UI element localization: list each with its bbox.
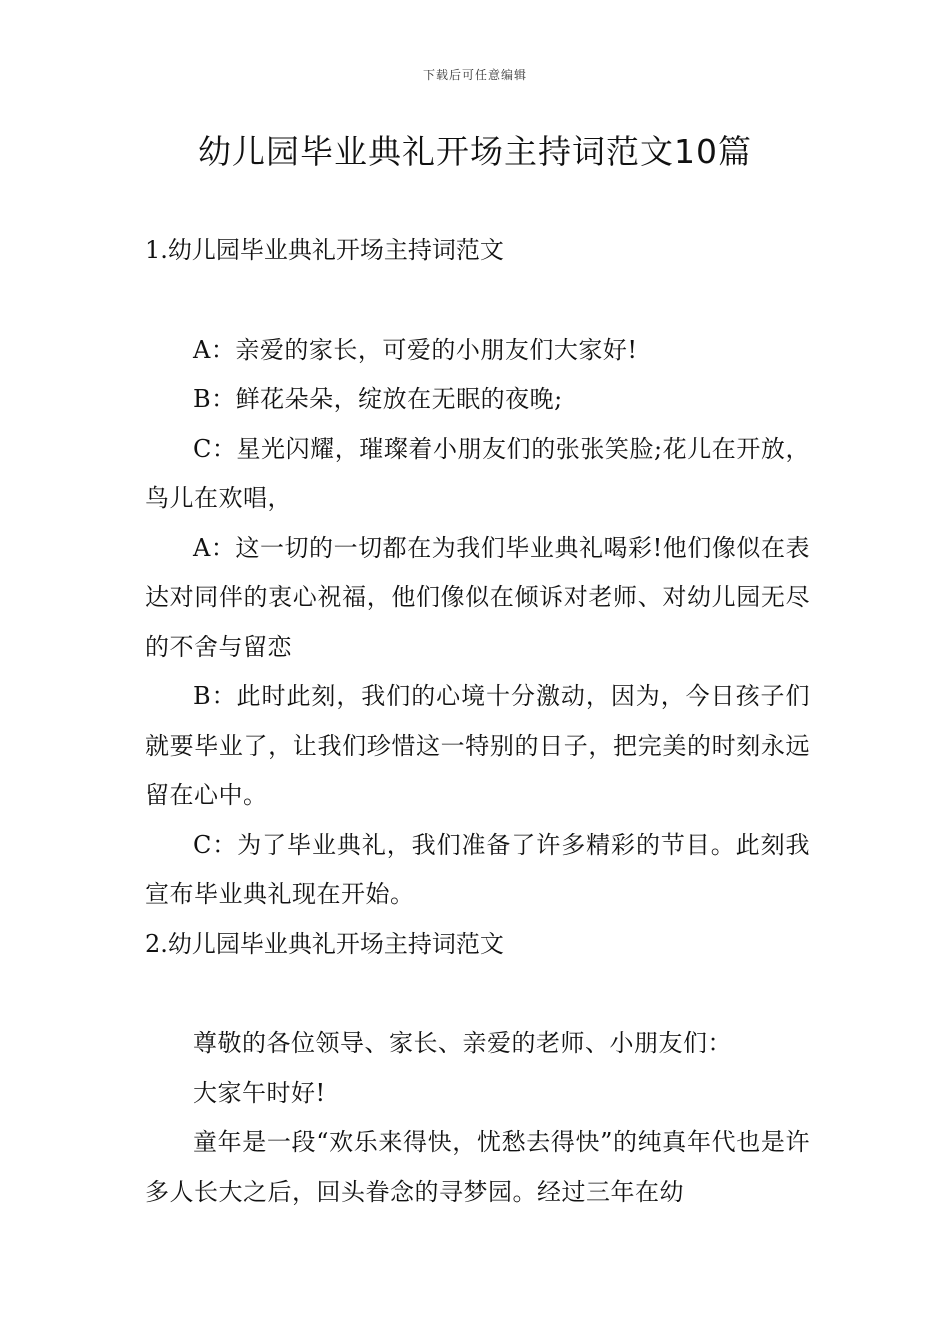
paragraph: A：这一切的一切都在为我们毕业典礼喝彩!他们像似在表达对同伴的衷心祝福，他们像似在倾诉对老师、对幼儿园无尽的不舍与留恋 bbox=[145, 533, 810, 661]
paragraph: B：此时此刻，我们的心境十分激动，因为，今日孩子们就要毕业了，让我们珍惜这一特别的日子，把完美的时刻永远留在心中。 bbox=[145, 682, 810, 809]
paragraph: C：为了毕业典礼，我们准备了许多精彩的节目。此刻我宣布毕业典礼现在开始。 bbox=[145, 830, 810, 908]
section-heading: 2.幼儿园毕业典礼开场主持词范文 bbox=[145, 929, 504, 958]
blank-line bbox=[145, 969, 810, 1019]
section-heading: 1.幼儿园毕业典礼开场主持词范文 bbox=[145, 236, 504, 264]
paragraph: C：星光闪耀，璀璨着小朋友们的张张笑脸;花儿在开放，鸟儿在欢唱， bbox=[145, 434, 810, 512]
header-note: 下载后可任意编辑 bbox=[422, 68, 527, 82]
paragraph: B：鲜花朵朵，绽放在无眠的夜晚; bbox=[193, 385, 563, 413]
document-body bbox=[145, 226, 810, 1217]
blank-line bbox=[145, 276, 810, 326]
paragraph: 童年是一段“欢乐来得快，忧愁去得快”的纯真年代也是许多人长大之后，回头眷念的寻梦园。经过三年在幼 bbox=[145, 1128, 810, 1206]
paragraph: A：亲爱的家长，可爱的小朋友们大家好! bbox=[193, 335, 638, 364]
document-title: 幼儿园毕业典礼开场主持词范文10篇 bbox=[198, 132, 752, 171]
paragraph: 大家午时好! bbox=[193, 1078, 326, 1107]
paragraph: 尊敬的各位领导、家长、亲爱的老师、小朋友们： bbox=[193, 1029, 732, 1057]
